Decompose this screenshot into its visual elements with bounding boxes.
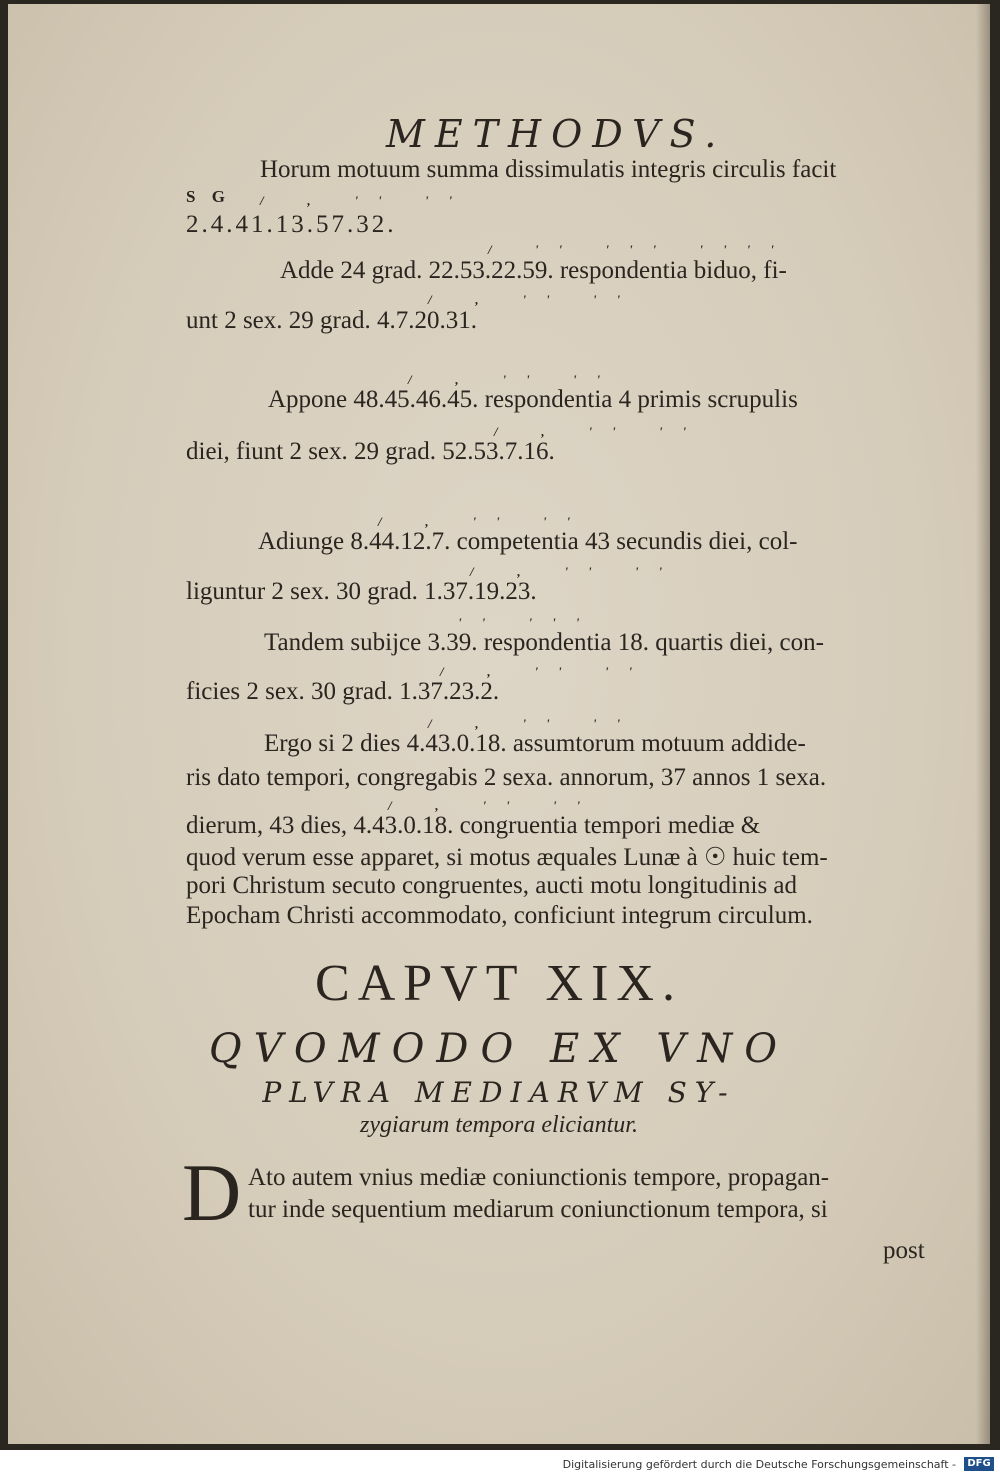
footer-bar bbox=[0, 1452, 1000, 1479]
text-line: Epocham Christi accommodato, conficiunt integrum circulum. bbox=[186, 902, 813, 929]
text-line: dierum, 43 dies, 4.43.0.18. congruentia tempori mediæ & bbox=[186, 812, 761, 839]
degree-marks: / ‚ '' '' bbox=[494, 424, 707, 439]
text-line: pori Christum secuto congruentes, aucti motu longitudinis ad bbox=[186, 872, 798, 899]
chapter-title-line-1: QVOMODO EX VNO bbox=[208, 1026, 790, 1072]
degree-marks: / ‚ '' '' bbox=[428, 716, 641, 731]
text-line: Adiunge 8.44.12.7. competentia 43 secundis diei, col- bbox=[258, 528, 798, 555]
degree-marks: / ‚ '' '' bbox=[470, 564, 683, 579]
degree-marks: / ‚ '' '' bbox=[260, 193, 473, 208]
text-line: Ato autem vnius mediæ coniunctionis tempore, propagan- bbox=[248, 1164, 830, 1191]
degree-marks: / ‚ '' '' bbox=[428, 292, 641, 307]
degree-marks: '' ''' bbox=[458, 615, 600, 630]
chapter-title-line-2: PLVRA MEDIARVM SY- bbox=[262, 1076, 736, 1109]
running-head: METHODVS. bbox=[386, 112, 727, 156]
degree-marks: / ‚ '' '' bbox=[378, 514, 591, 529]
text-line: Adde 24 grad. 22.53.22.59. respondentia biduo, fi- bbox=[280, 257, 787, 284]
text-line: tur inde sequentium mediarum coniunctionum tempora, si bbox=[248, 1196, 828, 1223]
text-line: Appone 48.45.46.45. respondentia 4 primis scrupulis bbox=[268, 386, 798, 413]
book-page bbox=[8, 4, 990, 1444]
text-line: liguntur 2 sex. 30 grad. 1.37.19.23. bbox=[186, 578, 537, 605]
text-line: 2.4.41.13.57.32. bbox=[186, 211, 397, 238]
chapter-title-line-3: zygiarum tempora eliciantur. bbox=[360, 1112, 638, 1138]
catchword: post bbox=[883, 1237, 925, 1264]
degree-marks: / ‚ '' '' bbox=[388, 798, 601, 813]
dfg-logo-icon: DFG bbox=[964, 1457, 994, 1471]
text-line: unt 2 sex. 29 grad. 4.7.20.31. bbox=[186, 307, 477, 334]
text-line: quod verum esse apparet, si motus æquales Lunæ à ☉ huic tem- bbox=[186, 844, 828, 871]
text-line: ficies 2 sex. 30 grad. 1.37.23.2. bbox=[186, 678, 500, 705]
text-line: S G bbox=[186, 187, 231, 206]
text-line: Tandem subijce 3.39. respondentia 18. quartis diei, con- bbox=[264, 629, 824, 656]
degree-marks: / '' ''' '''' bbox=[488, 242, 794, 257]
text-line: diei, fiunt 2 sex. 29 grad. 52.53.7.16. bbox=[186, 438, 555, 465]
text-line: Horum motuum summa dissimulatis integris circulis facit bbox=[260, 156, 837, 183]
drop-cap: D bbox=[182, 1147, 242, 1238]
text-line: Ergo si 2 dies 4.43.0.18. assumtorum motuum addide- bbox=[264, 730, 806, 757]
degree-marks: / ‚ '' '' bbox=[440, 664, 653, 679]
text-line: ris dato tempori, congregabis 2 sexa. annorum, 37 annos 1 sexa. bbox=[186, 764, 827, 791]
chapter-heading: CAPVT XIX. bbox=[315, 955, 683, 1012]
degree-marks: / ‚ '' '' bbox=[408, 372, 621, 387]
funding-credit: Digitalisierung gefördert durch die Deutsche Forschungsgemeinschaft - bbox=[562, 1458, 956, 1471]
